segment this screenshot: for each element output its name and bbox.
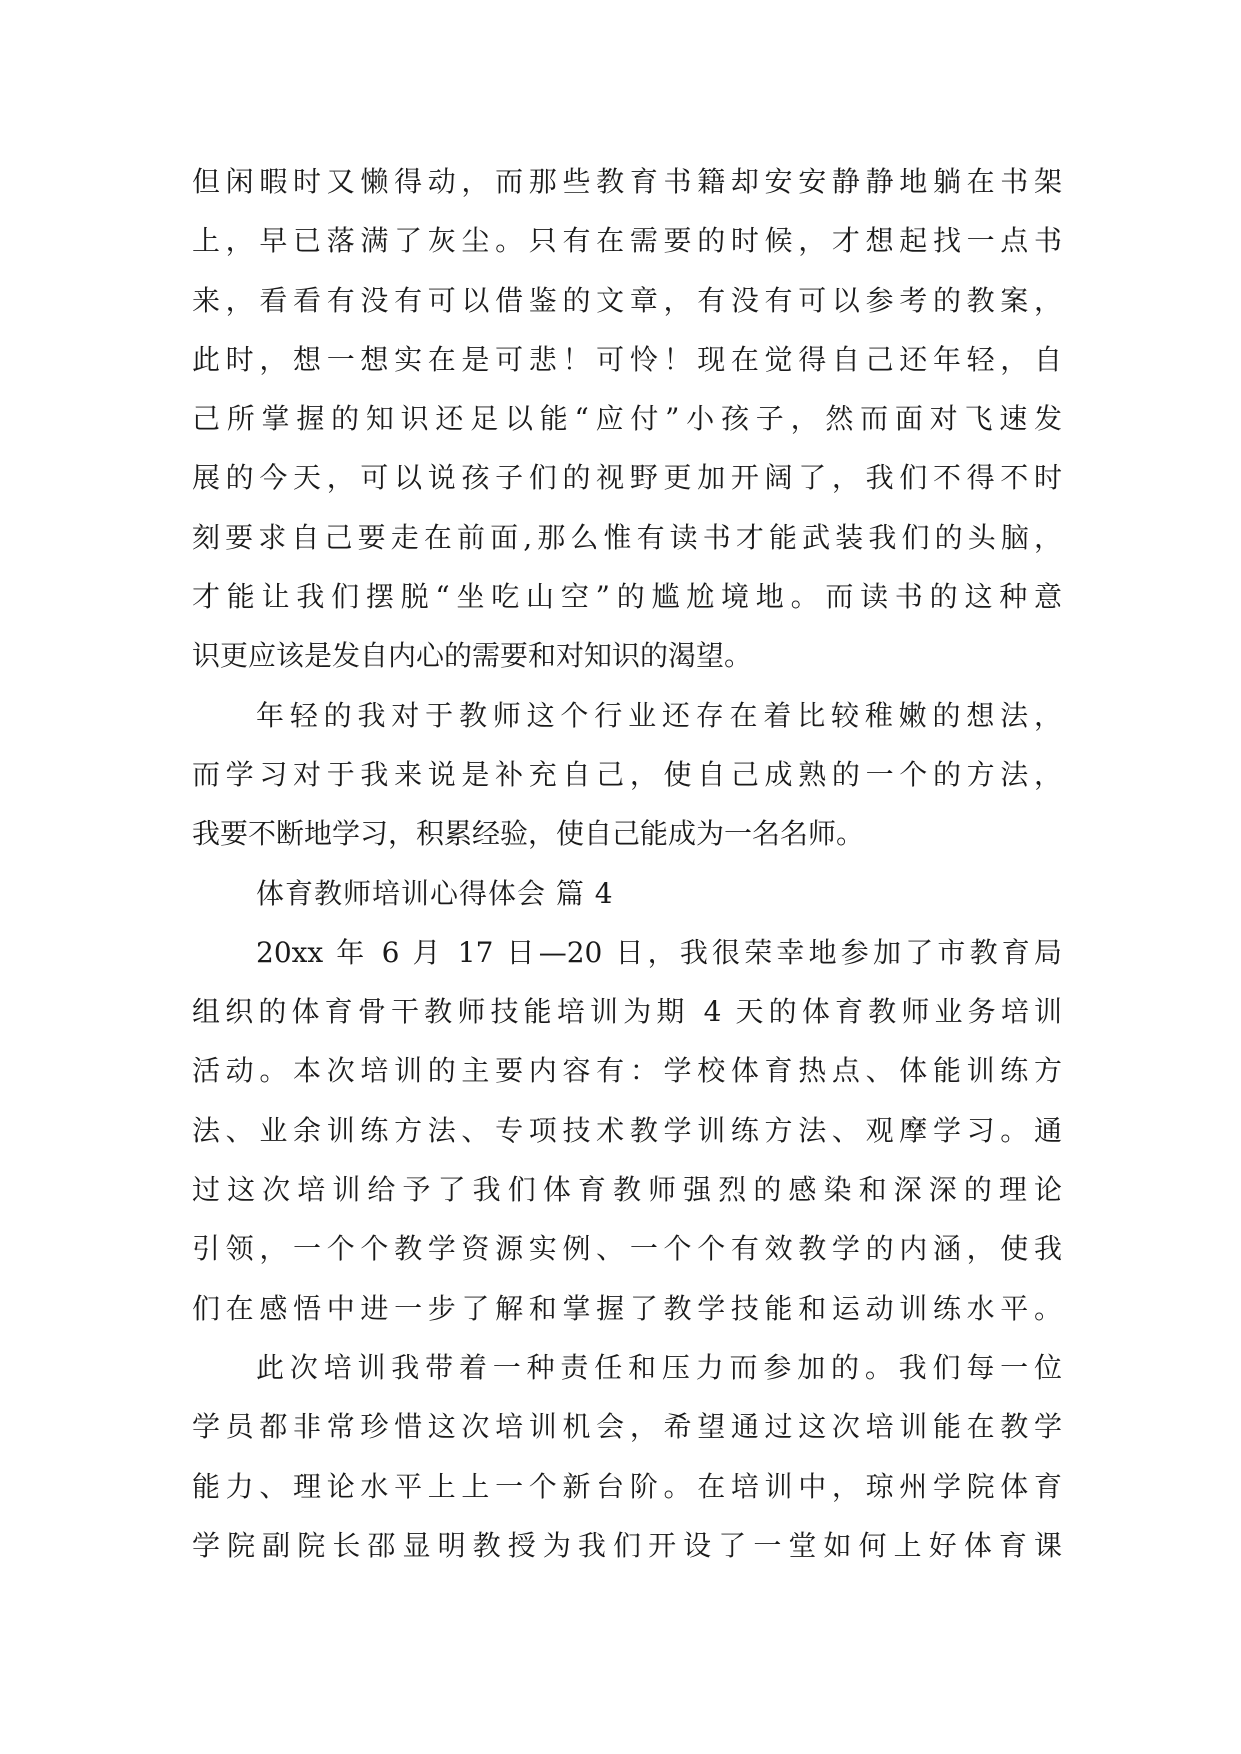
document-body [192, 152, 1062, 1575]
text-line: 刻要求自己要走在前面,那么惟有读书才能武装我们的头脑， [192, 520, 1062, 554]
text-line: 才能让我们摆脱“坐吃山空”的尴尬境地。而读书的这种意 [192, 580, 1062, 614]
text-line: 引领，一个个教学资源实例、一个个有效教学的内涵，使我 [192, 1232, 1062, 1266]
text-line: 我要不断地学习，积累经验，使自己能成为一名名师。 [192, 817, 865, 851]
text-line: 组织的体育骨干教师技能培训为期 4 天的体育教师业务培训 [192, 995, 1062, 1029]
text-line: 展的今天，可以说孩子们的视野更加开阔了，我们不得不时 [192, 461, 1062, 495]
text-line: 而学习对于我来说是补充自己，使自己成熟的一个的方法， [192, 757, 1062, 791]
paragraph-young-teacher [192, 686, 1062, 864]
text-line: 此次培训我带着一种责任和压力而参加的。我们每一位 [256, 1350, 1062, 1384]
paragraph-training-responsibility [192, 1338, 1062, 1575]
text-line: 20xx 年 6 月 17 日—20 日，我很荣幸地参加了市教育局 [256, 935, 1062, 969]
text-line: 己所掌握的知识还足以能“应付”小孩子，然而面对飞速发 [192, 402, 1062, 436]
text-line: 法、业余训练方法、专项技术教学训练方法、观摩学习。通 [192, 1113, 1062, 1147]
text-line: 们在感悟中进一步了解和掌握了教学技能和运动训练水平。 [192, 1291, 1062, 1325]
text-line: 学院副院长邵显明教授为我们开设了一堂如何上好体育课 [192, 1528, 1062, 1562]
section-heading-text: 体育教师培训心得体会 篇 4 [256, 876, 614, 910]
text-line: 年轻的我对于教师这个行业还存在着比较稚嫩的想法， [256, 698, 1062, 732]
text-line: 活动。本次培训的主要内容有：学校体育热点、体能训练方 [192, 1054, 1062, 1088]
text-line: 过这次培训给予了我们体育教师强烈的感染和深深的理论 [192, 1173, 1062, 1207]
text-line: 此时，想一想实在是可悲！可怜！现在觉得自己还年轻，自 [192, 342, 1062, 376]
paragraph-training-summary [192, 923, 1062, 1338]
text-line: 来，看看有没有可以借鉴的文章，有没有可以参考的教案， [192, 283, 1062, 317]
paragraph-reading-habits [192, 152, 1062, 686]
text-line: 识更应该是发自内心的需要和对知识的渴望。 [192, 639, 753, 673]
text-line: 能力、理论水平上上一个新台阶。在培训中，琼州学院体育 [192, 1469, 1062, 1503]
text-line: 上，早已落满了灰尘。只有在需要的时候，才想起找一点书 [192, 224, 1062, 258]
section-heading [192, 864, 1062, 923]
text-line: 学员都非常珍惜这次培训机会，希望通过这次培训能在教学 [192, 1410, 1062, 1444]
text-line: 但闲暇时又懒得动，而那些教育书籍却安安静静地躺在书架 [192, 165, 1062, 198]
